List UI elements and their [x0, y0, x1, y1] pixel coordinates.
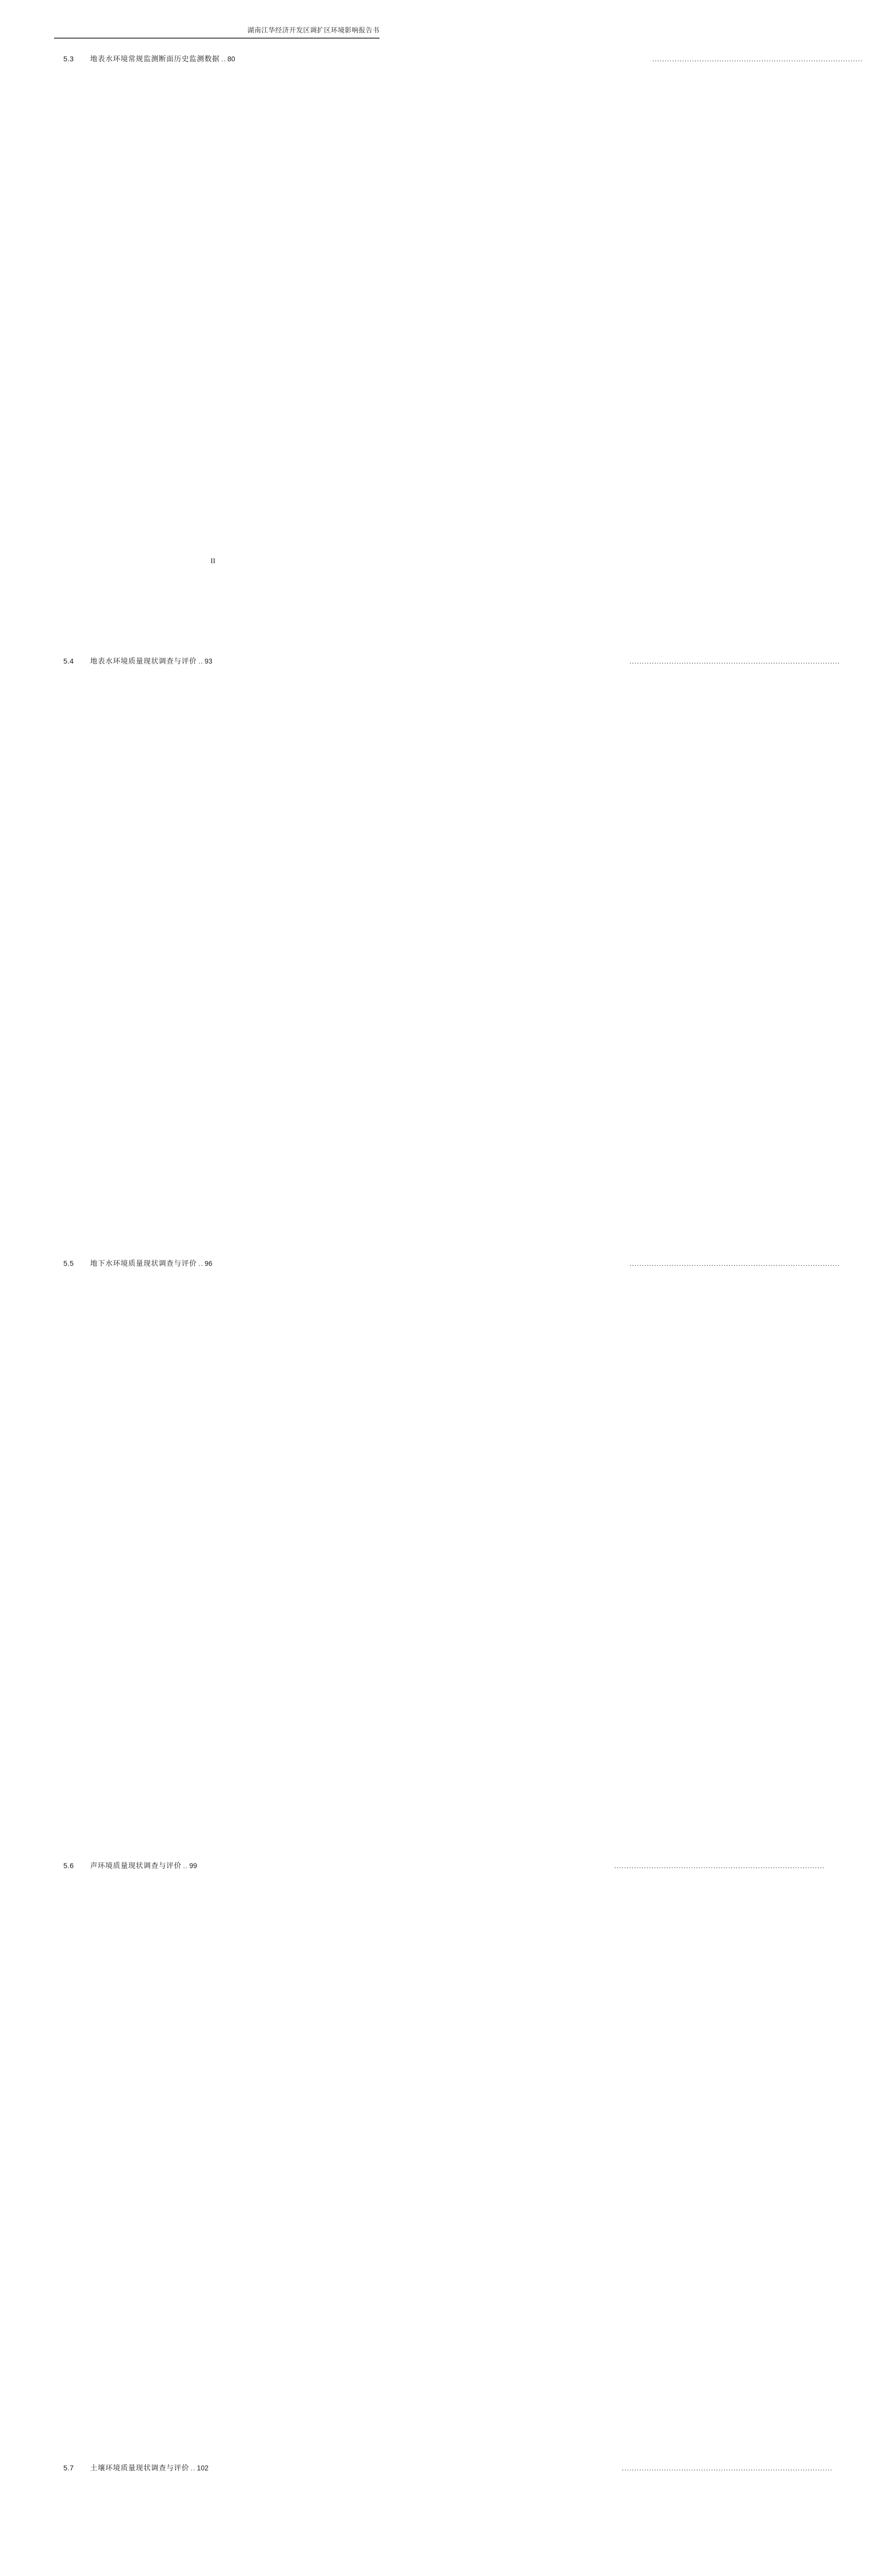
page-footer: [0, 556, 426, 566]
dot-leader: [221, 54, 227, 65]
toc-entry-number: 5.5: [63, 1259, 74, 1267]
toc-entry-number: 5.3: [63, 55, 74, 63]
dot-leader: [183, 1860, 188, 1872]
page-number: II: [210, 557, 216, 565]
dot-leader: [191, 2463, 196, 2474]
toc-entry-number: 5.6: [63, 1861, 74, 1870]
document-page: [0, 0, 426, 2472]
page-header: [54, 26, 380, 39]
toc-entry-page: 102: [196, 2463, 622, 2576]
toc-entry-number: 5.4: [63, 657, 74, 665]
dot-leader: [198, 656, 203, 667]
toc-entry: [54, 656, 376, 1258]
toc-entry-page: 96: [203, 1258, 629, 1860]
toc-entry: [54, 1860, 376, 2463]
toc-entry-page: 80: [227, 54, 652, 656]
toc-entry: [54, 2463, 376, 2576]
toc-entry-title: 土壤环境质量现状调查与评价: [90, 2464, 190, 2472]
toc-entry-title: 声环境质量现状调查与评价: [90, 1861, 182, 1870]
toc-entry: [54, 1258, 376, 1860]
toc-entry-title: 地表水环境质量现状调查与评价: [90, 657, 197, 665]
toc-entry-page: 99: [188, 1860, 614, 2463]
toc-entry-title: 地下水环境质量现状调查与评价: [90, 1259, 197, 1267]
header-title: 湖南江华经济开发区调扩区环境影响报告书: [247, 26, 380, 34]
toc-entry-title: 地表水环境常规监测断面历史监测数据: [90, 55, 220, 63]
toc-list: [54, 54, 376, 2576]
toc-entry-page: 93: [203, 656, 629, 1258]
toc-entry-number: 5.7: [63, 2464, 74, 2472]
dot-leader: [198, 1258, 203, 1269]
